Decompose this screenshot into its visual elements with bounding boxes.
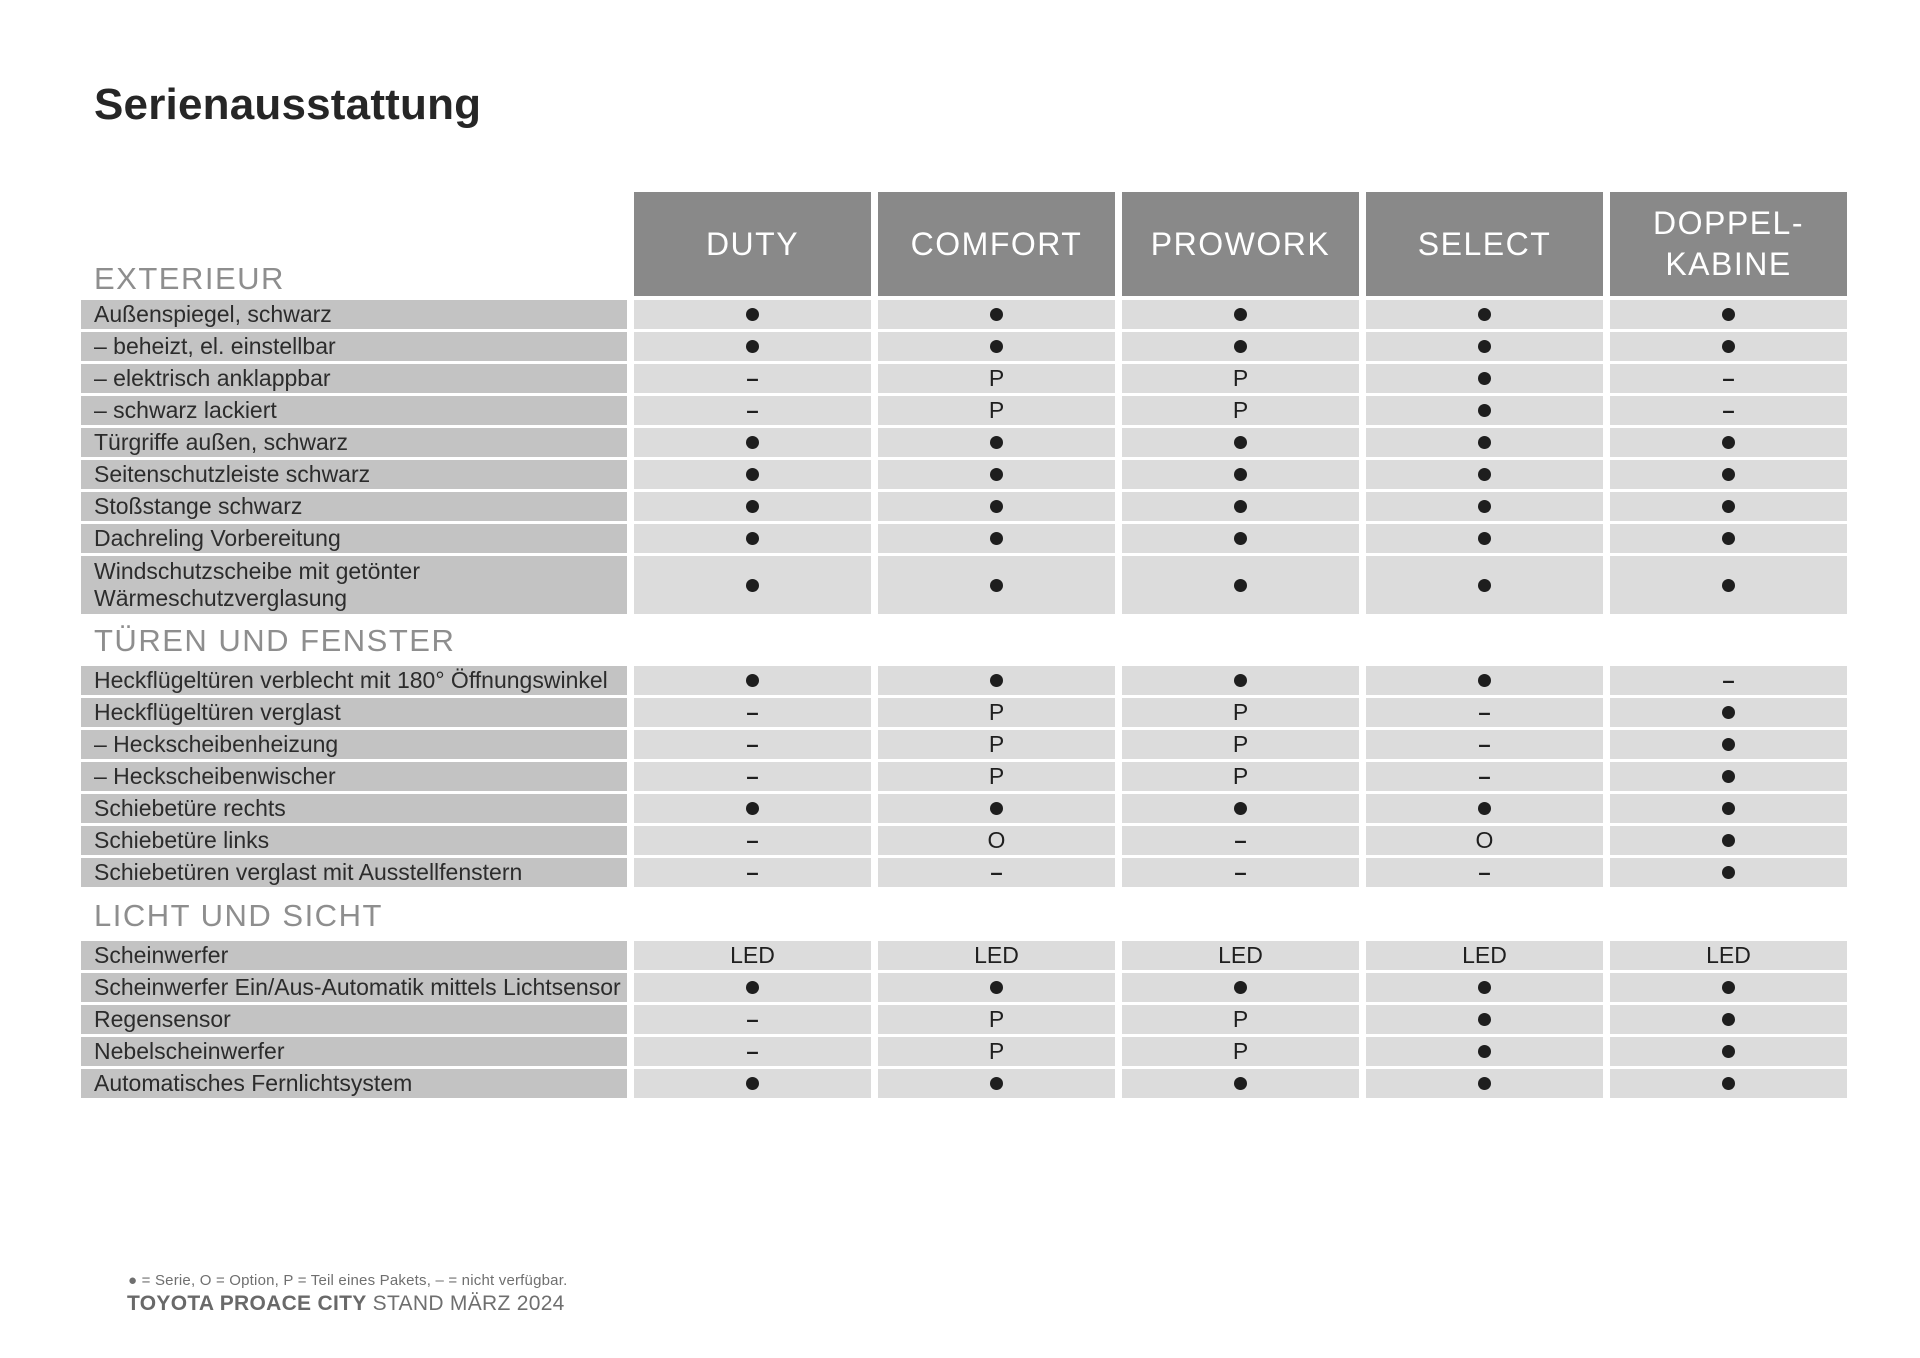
- value-text: P: [1232, 397, 1249, 423]
- serie-dot-icon: [990, 436, 1003, 449]
- serie-dot-icon: [1722, 340, 1735, 353]
- not-available-dash: –: [1722, 667, 1735, 693]
- value-cell: [634, 364, 871, 393]
- section-heading-label: EXTERIEUR: [94, 261, 285, 296]
- value-cell: [1610, 858, 1847, 887]
- table-row: [81, 826, 1847, 855]
- value-cell: [1610, 698, 1847, 727]
- row-label: Scheinwerfer Ein/Aus-Automatik mittels Lichtsensor: [81, 973, 627, 1002]
- page-title: Serienausstattung: [94, 80, 482, 129]
- serie-dot-icon: [746, 468, 759, 481]
- column-header-comfort: COMFORT: [878, 192, 1115, 296]
- legend: ● = Serie, O = Option, P = Teil eines Pakets, – = nicht verfügbar.: [128, 1272, 568, 1289]
- section-heading-label: LICHT UND SICHT: [94, 898, 383, 933]
- value-cell: [1610, 492, 1847, 521]
- not-available-dash: –: [746, 1038, 759, 1064]
- serie-dot-icon: [1234, 981, 1247, 994]
- serie-dot-icon: [1478, 1013, 1491, 1026]
- not-available-dash: –: [746, 827, 759, 853]
- serie-dot-icon: [1234, 340, 1247, 353]
- serie-dot-icon: [1722, 579, 1735, 592]
- table-row: [81, 794, 1847, 823]
- serie-dot-icon: [990, 674, 1003, 687]
- table-row: [81, 524, 1847, 553]
- serie-dot-icon: [990, 802, 1003, 815]
- value-cell: [1122, 364, 1359, 393]
- value-cell: [1122, 332, 1359, 361]
- brand-date: STAND MÄRZ 2024: [366, 1292, 565, 1315]
- value-cell: [1366, 973, 1603, 1002]
- column-header-select: SELECT: [1366, 192, 1603, 296]
- serie-dot-icon: [1722, 1013, 1735, 1026]
- serie-dot-icon: [746, 532, 759, 545]
- not-available-dash: –: [1478, 859, 1491, 885]
- value-cell: [1610, 973, 1847, 1002]
- not-available-dash: –: [746, 397, 759, 423]
- serie-dot-icon: [990, 468, 1003, 481]
- table-row: [81, 973, 1847, 1002]
- value-cell: [1610, 826, 1847, 855]
- value-cell: [1610, 941, 1847, 970]
- row-label: – schwarz lackiert: [81, 396, 627, 425]
- section-heading-label: TÜREN UND FENSTER: [94, 623, 456, 658]
- value-cell: [878, 826, 1115, 855]
- value-cell: [1122, 1037, 1359, 1066]
- value-cell: [1366, 524, 1603, 553]
- value-cell: [1366, 364, 1603, 393]
- value-cell: [878, 666, 1115, 695]
- serie-dot-icon: [1478, 579, 1491, 592]
- value-cell: [1366, 794, 1603, 823]
- value-cell: [1610, 460, 1847, 489]
- value-cell: [634, 524, 871, 553]
- value-cell: [634, 1069, 871, 1098]
- row-label: Türgriffe außen, schwarz: [81, 428, 627, 457]
- value-text: P: [988, 397, 1005, 423]
- value-cell: [1122, 300, 1359, 329]
- serie-dot-icon: [1722, 802, 1735, 815]
- not-available-dash: –: [1478, 699, 1491, 725]
- value-cell: [1610, 396, 1847, 425]
- row-label: – beheizt, el. einstellbar: [81, 332, 627, 361]
- serie-dot-icon: [1722, 866, 1735, 879]
- serie-dot-icon: [1478, 308, 1491, 321]
- not-available-dash: –: [1722, 365, 1735, 391]
- not-available-dash: –: [746, 1006, 759, 1032]
- value-cell: [634, 300, 871, 329]
- serie-dot-icon: [1478, 340, 1491, 353]
- value-cell: [1122, 396, 1359, 425]
- value-cell: [1366, 556, 1603, 614]
- value-text: LED: [1218, 942, 1263, 968]
- table-row: [81, 460, 1847, 489]
- serie-dot-icon: [1722, 738, 1735, 751]
- serie-dot-icon: [746, 340, 759, 353]
- not-available-dash: –: [1478, 731, 1491, 757]
- serie-dot-icon: [746, 1077, 759, 1090]
- serie-dot-icon: [1478, 1077, 1491, 1090]
- value-cell: [1366, 1005, 1603, 1034]
- value-cell: [1610, 300, 1847, 329]
- value-cell: [634, 428, 871, 457]
- serie-dot-icon: [1478, 500, 1491, 513]
- value-text: P: [1232, 1038, 1249, 1064]
- value-cell: [1610, 1005, 1847, 1034]
- serie-dot-icon: [746, 500, 759, 513]
- value-cell: [1366, 858, 1603, 887]
- value-cell: [1122, 524, 1359, 553]
- value-cell: [1122, 826, 1359, 855]
- serie-dot-icon: [1722, 532, 1735, 545]
- row-label: Stoßstange schwarz: [81, 492, 627, 521]
- table-row: [81, 492, 1847, 521]
- serie-dot-icon: [746, 802, 759, 815]
- table-row: [81, 1069, 1847, 1098]
- table-header-row: [81, 192, 1847, 296]
- value-cell: [1610, 762, 1847, 791]
- column-header-duty: DUTY: [634, 192, 871, 296]
- value-cell: [1122, 428, 1359, 457]
- value-text: P: [1232, 699, 1249, 725]
- table-row: [81, 300, 1847, 329]
- serie-dot-icon: [1234, 579, 1247, 592]
- row-label: Heckflügeltüren verblecht mit 180° Öffnungswinkel: [81, 666, 627, 695]
- value-cell: [878, 858, 1115, 887]
- value-cell: [1366, 941, 1603, 970]
- value-cell: [634, 556, 871, 614]
- value-cell: [1366, 460, 1603, 489]
- value-cell: [878, 364, 1115, 393]
- value-cell: [634, 826, 871, 855]
- row-label: Scheinwerfer: [81, 941, 627, 970]
- value-cell: [1366, 1069, 1603, 1098]
- serie-dot-icon: [1722, 1045, 1735, 1058]
- value-cell: [1610, 1069, 1847, 1098]
- serie-dot-icon: [1478, 674, 1491, 687]
- serie-dot-icon: [746, 981, 759, 994]
- value-cell: [1366, 826, 1603, 855]
- value-cell: [1610, 666, 1847, 695]
- table-row: [81, 858, 1847, 887]
- serie-dot-icon: [1234, 1077, 1247, 1090]
- value-cell: [878, 556, 1115, 614]
- serie-dot-icon: [1234, 532, 1247, 545]
- serie-dot-icon: [746, 579, 759, 592]
- section-heading-licht-und-sicht: [81, 890, 1847, 938]
- table-row: [81, 428, 1847, 457]
- row-label: Dachreling Vorbereitung: [81, 524, 627, 553]
- value-cell: [878, 524, 1115, 553]
- value-cell: [1122, 666, 1359, 695]
- value-cell: [878, 973, 1115, 1002]
- value-text: P: [988, 763, 1005, 789]
- value-cell: [878, 794, 1115, 823]
- value-text: O: [1475, 827, 1494, 853]
- serie-dot-icon: [990, 532, 1003, 545]
- not-available-dash: –: [746, 763, 759, 789]
- value-text: LED: [1462, 942, 1507, 968]
- value-cell: [1366, 1037, 1603, 1066]
- row-label: Schiebetüre rechts: [81, 794, 627, 823]
- serie-dot-icon: [1478, 981, 1491, 994]
- serie-dot-icon: [990, 340, 1003, 353]
- serie-dot-icon: [1722, 981, 1735, 994]
- value-cell: [1610, 556, 1847, 614]
- value-cell: [1366, 762, 1603, 791]
- value-cell: [1366, 492, 1603, 521]
- serie-dot-icon: [1478, 404, 1491, 417]
- column-header-doppel-kabine: DOPPEL- KABINE: [1610, 192, 1847, 296]
- value-cell: [1122, 941, 1359, 970]
- value-cell: [878, 396, 1115, 425]
- serie-dot-icon: [990, 308, 1003, 321]
- brand-name: TOYOTA PROACE CITY: [127, 1292, 367, 1315]
- value-cell: [1122, 762, 1359, 791]
- serie-dot-icon: [1722, 706, 1735, 719]
- serie-dot-icon: [990, 500, 1003, 513]
- value-cell: [1610, 524, 1847, 553]
- row-label: Schiebetüren verglast mit Ausstellfenstern: [81, 858, 627, 887]
- value-cell: [634, 666, 871, 695]
- value-cell: [878, 300, 1115, 329]
- value-cell: [878, 1037, 1115, 1066]
- value-cell: [1366, 396, 1603, 425]
- value-cell: [1122, 973, 1359, 1002]
- value-cell: [1610, 794, 1847, 823]
- value-cell: [1366, 332, 1603, 361]
- value-cell: [1366, 300, 1603, 329]
- not-available-dash: –: [990, 859, 1003, 885]
- value-text: P: [988, 365, 1005, 391]
- value-text: P: [1232, 763, 1249, 789]
- serie-dot-icon: [1478, 372, 1491, 385]
- value-cell: [634, 396, 871, 425]
- column-header-prowork: PROWORK: [1122, 192, 1359, 296]
- value-cell: [634, 973, 871, 1002]
- value-cell: [878, 941, 1115, 970]
- row-label: Regensensor: [81, 1005, 627, 1034]
- value-cell: [1610, 1037, 1847, 1066]
- not-available-dash: –: [746, 731, 759, 757]
- value-cell: [1610, 730, 1847, 759]
- serie-dot-icon: [1722, 308, 1735, 321]
- row-label: – Heckscheibenheizung: [81, 730, 627, 759]
- serie-dot-icon: [1478, 802, 1491, 815]
- value-cell: [634, 762, 871, 791]
- table-row: [81, 666, 1847, 695]
- serie-dot-icon: [990, 1077, 1003, 1090]
- not-available-dash: –: [746, 699, 759, 725]
- row-label: Schiebetüre links: [81, 826, 627, 855]
- row-label: Seitenschutzleiste schwarz: [81, 460, 627, 489]
- table-row: [81, 730, 1847, 759]
- value-cell: [634, 1037, 871, 1066]
- value-cell: [1122, 1069, 1359, 1098]
- serie-dot-icon: [1478, 436, 1491, 449]
- value-text: P: [1232, 1006, 1249, 1032]
- value-cell: [1610, 428, 1847, 457]
- value-cell: [1122, 794, 1359, 823]
- value-text: P: [988, 1038, 1005, 1064]
- value-cell: [1122, 858, 1359, 887]
- serie-dot-icon: [1722, 834, 1735, 847]
- serie-dot-icon: [1478, 532, 1491, 545]
- table-row: [81, 1037, 1847, 1066]
- value-text: LED: [1706, 942, 1751, 968]
- value-cell: [634, 941, 871, 970]
- value-cell: [878, 730, 1115, 759]
- serie-dot-icon: [1234, 500, 1247, 513]
- serie-dot-icon: [1722, 436, 1735, 449]
- value-cell: [634, 698, 871, 727]
- not-available-dash: –: [746, 365, 759, 391]
- value-cell: [1610, 332, 1847, 361]
- value-cell: [878, 460, 1115, 489]
- not-available-dash: –: [1478, 763, 1491, 789]
- value-text: P: [1232, 731, 1249, 757]
- serie-dot-icon: [1478, 1045, 1491, 1058]
- value-cell: [878, 762, 1115, 791]
- value-cell: [1122, 730, 1359, 759]
- table-row: [81, 556, 1847, 614]
- not-available-dash: –: [1234, 827, 1247, 853]
- serie-dot-icon: [1234, 674, 1247, 687]
- serie-dot-icon: [1234, 308, 1247, 321]
- row-label: Heckflügeltüren verglast: [81, 698, 627, 727]
- value-cell: [634, 858, 871, 887]
- table-row: [81, 332, 1847, 361]
- value-cell: [634, 332, 871, 361]
- value-cell: [1366, 666, 1603, 695]
- row-label: – elektrisch anklappbar: [81, 364, 627, 393]
- not-available-dash: –: [1722, 397, 1735, 423]
- value-text: P: [1232, 365, 1249, 391]
- table-row: [81, 396, 1847, 425]
- value-cell: [634, 730, 871, 759]
- value-cell: [878, 492, 1115, 521]
- serie-dot-icon: [1234, 468, 1247, 481]
- value-text: LED: [974, 942, 1019, 968]
- value-cell: [634, 794, 871, 823]
- value-text: LED: [730, 942, 775, 968]
- row-label: Automatisches Fernlichtsystem: [81, 1069, 627, 1098]
- row-label: Windschutzscheibe mit getönter Wärmeschutzverglasung: [81, 556, 627, 614]
- value-cell: [878, 1069, 1115, 1098]
- serie-dot-icon: [1234, 802, 1247, 815]
- value-cell: [1366, 698, 1603, 727]
- serie-dot-icon: [1478, 468, 1491, 481]
- not-available-dash: –: [1234, 859, 1247, 885]
- value-cell: [878, 332, 1115, 361]
- serie-dot-icon: [746, 436, 759, 449]
- serie-dot-icon: [746, 308, 759, 321]
- value-cell: [1122, 698, 1359, 727]
- serie-dot-icon: [1722, 1077, 1735, 1090]
- value-cell: [878, 1005, 1115, 1034]
- value-text: P: [988, 699, 1005, 725]
- value-cell: [634, 1005, 871, 1034]
- value-cell: [1122, 460, 1359, 489]
- value-text: P: [988, 1006, 1005, 1032]
- value-cell: [1122, 1005, 1359, 1034]
- serie-dot-icon: [1722, 500, 1735, 513]
- value-text: P: [988, 731, 1005, 757]
- brand-line: [127, 1292, 565, 1316]
- value-cell: [878, 428, 1115, 457]
- section-heading-exterieur: [81, 192, 627, 296]
- value-text: O: [987, 827, 1006, 853]
- value-cell: [634, 492, 871, 521]
- row-label: Nebelscheinwerfer: [81, 1037, 627, 1066]
- not-available-dash: –: [746, 859, 759, 885]
- value-cell: [1610, 364, 1847, 393]
- serie-dot-icon: [990, 981, 1003, 994]
- serie-dot-icon: [990, 579, 1003, 592]
- table-body: [81, 300, 1847, 1098]
- section-heading-t-ren-und-fenster: [81, 617, 1847, 663]
- table-row: [81, 762, 1847, 791]
- table-row: [81, 364, 1847, 393]
- value-cell: [878, 698, 1115, 727]
- value-cell: [634, 460, 871, 489]
- table-row: [81, 1005, 1847, 1034]
- equipment-table: [81, 192, 1847, 1101]
- row-label: – Heckscheibenwischer: [81, 762, 627, 791]
- serie-dot-icon: [1722, 468, 1735, 481]
- table-row: [81, 698, 1847, 727]
- serie-dot-icon: [746, 674, 759, 687]
- value-cell: [1366, 428, 1603, 457]
- value-cell: [1122, 556, 1359, 614]
- table-row: [81, 941, 1847, 970]
- serie-dot-icon: [1722, 770, 1735, 783]
- serie-dot-icon: [1234, 436, 1247, 449]
- value-cell: [1366, 730, 1603, 759]
- row-label: Außenspiegel, schwarz: [81, 300, 627, 329]
- value-cell: [1122, 492, 1359, 521]
